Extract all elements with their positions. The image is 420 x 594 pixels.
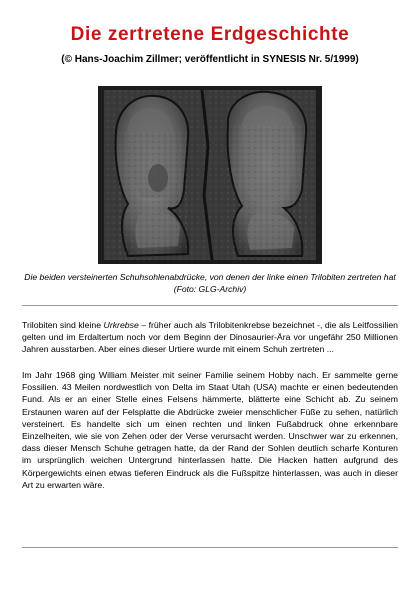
paragraph-body: Im Jahr 1968 ging William Meister mit seiner Familie seinem Hobby nach. Er sammelte gerne Fossilien. 43 Meilen nordwestlich von Delta im Staat Utah (USA) machte er einen bedeutenden Fund. Als er an einer Stelle eines Felsens hämmerte, blätterte eine Schicht ab. Zu seinem Erstaunen waren auf der Felsplatte die Abdrücke zweier menschlicher Füße zu sehen, natürlich versteinert. Es handelte sich um einen rechten und linken Fußabdruck ohne erkennbare Einzelheiten, wie sie von Zehen oder der Verse verursacht werden. Unschwer war zu erkennen, dass dieser Mensch Schuhe getragen hatte, da der Rand der Sohlen deutlich scharfe Konturen im ursprünglich weichen Untergrund hinterlassen hatte. Die Hacken hatten aufgrund des Körpergewichts einen etwas tieferen Eindruck als die Fußspitze hinterlassen, was auch in dieser Art zu erwarten wäre. <box>22 370 398 490</box>
emphasis-text: Urkrebse <box>103 320 139 330</box>
paragraph-text: – früher auch als Trilobitenkrebse bezeichnet -, die als Leitfossilien gelten und im Erdaltertum noch vor dem Beginn der Dinosaurier-Ära vor ungefähr 250 Millionen Jahren ausstarben. Aber eines dieser Urtiere wurde mit einem Schuh zertreten ... <box>22 320 398 355</box>
photo-caption: Die beiden versteinerten Schuhsohlenabdrücke, von denen der linke einen Trilobiten zertreten hat (Foto: GLG-Archiv) <box>24 272 396 294</box>
right-print-image <box>228 92 307 256</box>
divider <box>22 547 398 548</box>
fossil-photo <box>98 86 322 264</box>
trilobite-imprint <box>148 164 168 192</box>
author-credit: (© Hans-Joachim Zillmer; veröffentlicht in SYNESIS Nr. 5/1999) <box>61 54 359 65</box>
divider <box>22 305 398 306</box>
paragraph-intro <box>22 319 398 356</box>
paragraph-text: Trilobiten sind kleine <box>22 320 104 330</box>
page-title: Die zertretene Erdgeschichte <box>70 24 350 45</box>
